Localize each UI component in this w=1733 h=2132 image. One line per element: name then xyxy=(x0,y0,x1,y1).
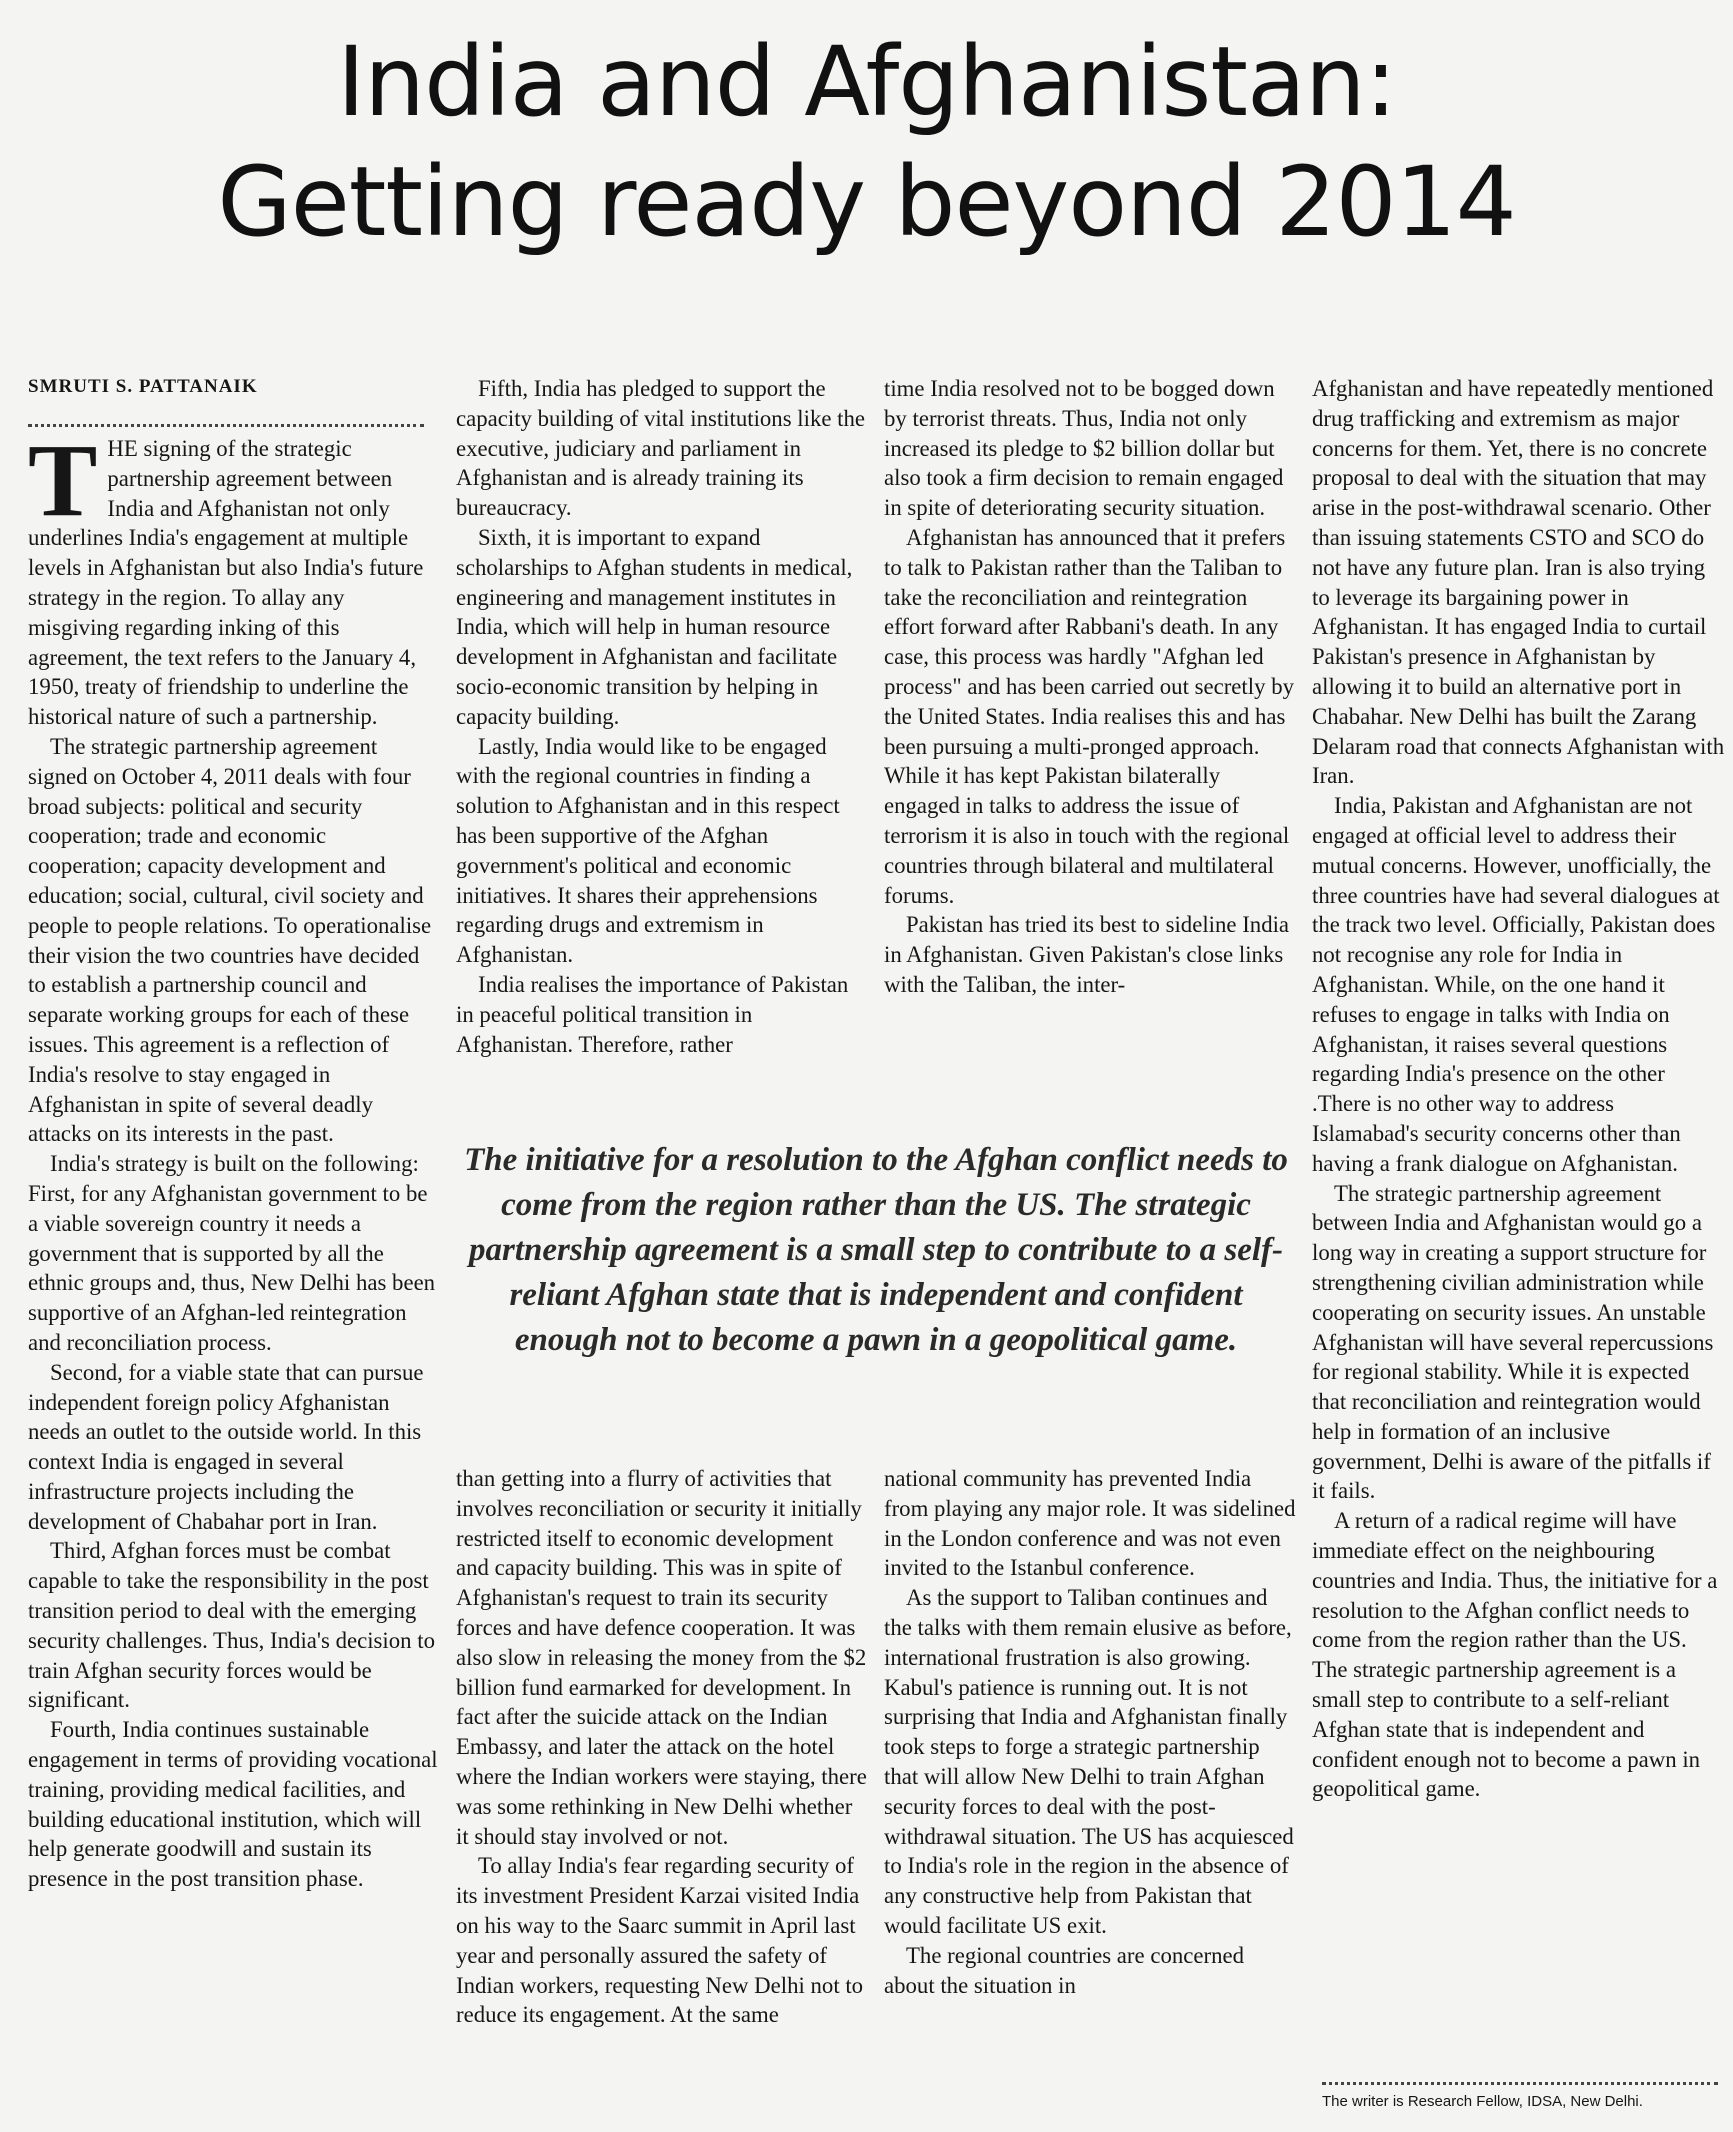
paragraph: Afghanistan and have repeatedly mentioned drug trafficking and extremism as major concerns for them. Yet, there is no concrete proposal to deal with the situation that may arise in the post-withdrawal scenario. Other than issuing statements CSTO and SCO do not have any future plan. Iran is also trying to leverage its bargaining power in Afghanistan. It has engaged India to curtail Pakistan's presence in Afghanistan by allowing it to build an alternative port in Chabahar. New Delhi has built the Zarang Delaram road that connects Afghanistan with Iran. xyxy=(1312,376,1725,789)
paragraph: To allay India's fear regarding security of its investment President Karzai visited India on his way to the Saarc summit in April last year and personally assured the safety of Indian workers, requesting New Delhi not to reduce its engagement. At the same xyxy=(456,1853,864,2028)
paragraph: Pakistan has tried its best to sideline India in Afghanistan. Given Pakistan's close links with the Taliban, the inter- xyxy=(884,912,1290,997)
column-3-top xyxy=(884,374,1296,1094)
paragraph: India realises the importance of Pakistan in peaceful political transition in Afghanistan. Therefore, rather xyxy=(456,971,849,1057)
paragraph: Lastly, India would like to be engaged with the regional countries in finding a solution to Afghanistan and in this respect has been supportive of the Afghan government's political and economic initiatives. It shares their apprehensions regarding drugs and extremism in Afghanistan. xyxy=(456,733,840,968)
column-4 xyxy=(1312,374,1726,2074)
paragraph: national community has prevented India from playing any major role. It was sidelined in the London conference and was not even invited to the Istanbul conference. xyxy=(884,1466,1296,1581)
footnote-divider xyxy=(1322,2082,1718,2085)
paragraph: Fifth, India has pledged to support the capacity building of vital institutions like the executive, judiciary and parliament in Afghanistan and is already training its bureaucracy. xyxy=(456,376,866,521)
byline: SMRUTI S. PATTANAIK xyxy=(28,376,258,397)
paragraph: Third, Afghan forces must be combat capable to take the responsibility in the post transition period to deal with the emerging security challenges. Thus, India's decision to train Afghan security forces would be significant. xyxy=(28,1538,435,1713)
paragraph: The strategic partnership agreement signed on October 4, 2011 deals with four broad subjects: political and security cooperation; trade and economic cooperation; capacity development and education; social, cultural, civil society and people to people relations. To operationalise their vision the two countries have decided to establish a partnership council and separate working groups for each of these issues. This agreement is a reflection of India's resolve to stay engaged in Afghanistan in spite of several deadly attacks on its interests in the past. xyxy=(28,733,432,1147)
paragraph: The strategic partnership agreement between India and Afghanistan would go a long way in creating a support structure for strengthening civilian administration while cooperating on security issues. An unstable Afghanistan will have several repercussions for regional stability. While it is expected that reconciliation and reintegration would help in formation of an inclusive government, Delhi is aware of the pitfalls if it fails. xyxy=(1312,1180,1714,1504)
paragraph: As the support to Taliban continues and the talks with them remain elusive as before, international frustration is also growing. Kabul's patience is running out. It is not surprising that India and Afghanistan finally took steps to forge a strategic partnership that will allow New Delhi to train Afghan security forces to deal with the post-withdrawal situation. The US has acquiesced to India's role in the region in the absence of any constructive help from Pakistan that would facilitate US exit. xyxy=(884,1585,1294,1938)
paragraph: Afghanistan has announced that it prefers to talk to Pakistan rather than the Taliban to take the reconciliation and reintegration effort forward after Rabbani's death. In any case, this process was hardly "Afghan led process" and has been carried out secretly by the United States. India realises this and has been pursuing a multi-pronged approach. While it has kept Pakistan bilaterally engaged in talks to address the issue of terrorism it is also in touch with the regional countries through bilateral and multilateral forums. xyxy=(884,524,1294,908)
headline xyxy=(0,22,1733,262)
pull-quote: The initiative for a resolution to the Afghan conflict needs to come from the region rather than the US. The strategic partnership agreement is a small step to contribute to a self-reliant Afghan state that is independent and confident enough not to become a pawn in a geopolitical game. xyxy=(464,1142,1288,1358)
column-2-top xyxy=(456,374,868,1094)
paragraph: THE signing of the strategic partnership agreement between India and Afghanistan not only underlines India's engagement at multiple levels in Afghanistan but also India's future strategy in the region. To allay any misgiving regarding inking of this agreement, the text refers to the January 4, 1950, treaty of friendship to underline the historical nature of such a partnership. xyxy=(28,434,424,730)
column-2-bottom xyxy=(456,1464,868,2124)
paragraph: India's strategy is built on the following: First, for any Afghanistan government to be a viable sovereign country it needs a government that is supported by all the ethnic groups and, thus, New Delhi has been supportive of an Afghan-led reintegration and reconciliation process. xyxy=(28,1151,436,1355)
drop-cap: T xyxy=(28,434,98,538)
headline-line-1: India and Afghanistan: xyxy=(336,26,1397,138)
paragraph: Sixth, it is important to expand scholarships to Afghan students in medical, engineering and management institutes in India, which will help in human resource development in Afghanistan and facilitate socio-economic transition by helping in capacity building. xyxy=(456,524,853,729)
paragraph: The regional countries are concerned about the situation in xyxy=(884,1942,1244,1998)
paragraph: India, Pakistan and Afghanistan are not engaged at official level to address their mutual concerns. However, unofficially, the three countries have had several dialogues at the track two level. Officially, Pakistan does not recognise any role for India in Afghanistan. While, on the one hand it refuses to engage in talks with India on Afghanistan, it raises several questions regarding India's presence on the other .There is no other way to address Islamabad's security concerns other than having a frank dialogue on Afghanistan. xyxy=(1312,793,1720,1176)
author-footnote: The writer is Research Fellow, IDSA, New Delhi. xyxy=(1322,2093,1643,2110)
headline-line-2: Getting ready beyond 2014 xyxy=(217,146,1516,258)
paragraph: than getting into a flurry of activities that involves reconciliation or security it initially restricted itself to economic development and capacity building. This was in spite of Afghanistan's request to train its security forces and have defence cooperation. It was also slow in releasing the money from the $2 billion fund earmarked for development. In fact after the suicide attack on the Indian Embassy, and later the attack on the hotel where the Indian workers were staying, there was some rethinking in New Delhi whether it should stay involved or not. xyxy=(456,1466,867,1849)
column-3-bottom xyxy=(884,1464,1296,2124)
column-1 xyxy=(28,434,440,2124)
paragraph: Fourth, India continues sustainable engagement in terms of providing vocational training, providing medical facilities, and building educational institution, which will help generate goodwill and sustain its presence in the post transition phase. xyxy=(28,1717,438,1892)
paragraph: Second, for a viable state that can pursue independent foreign policy Afghanistan needs an outlet to the outside world. In this context India is engaged in several infrastructure projects including the development of Chabahar port in Iran. xyxy=(28,1359,424,1534)
byline-divider xyxy=(28,424,424,427)
paragraph: A return of a radical regime will have immediate effect on the neighbouring countries and India. Thus, the initiative for a resolution to the Afghan conflict needs to come from the region rather than the US. The strategic partnership agreement is a small step to contribute to a self-reliant Afghan state that is independent and confident enough not to become a pawn in geopolitical game. xyxy=(1312,1508,1718,1802)
paragraph: time India resolved not to be bogged down by terrorist threats. Thus, India not only increased its pledge to $2 billion dollar but also took a firm decision to remain engaged in spite of deteriorating security situation. xyxy=(884,376,1284,521)
